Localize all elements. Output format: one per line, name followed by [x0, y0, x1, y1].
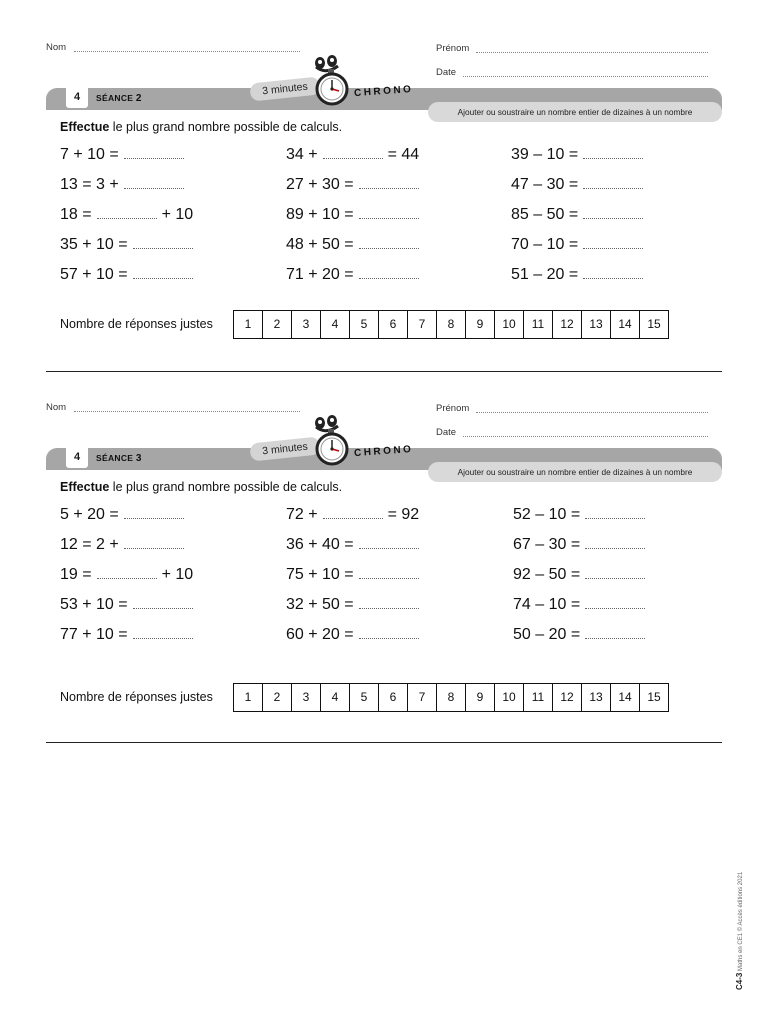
answer-blank[interactable]: [585, 506, 645, 519]
nom-field[interactable]: [74, 51, 300, 52]
calculation: 89 + 10 =: [286, 206, 419, 224]
calculations-grid: [0, 144, 768, 294]
calculation: 18 = + 10: [60, 206, 194, 223]
score-box[interactable]: 9: [465, 684, 494, 711]
footer-text: Maths en CE1 © Accès éditions 2021: [738, 871, 744, 971]
score-box[interactable]: 10: [494, 684, 523, 711]
objective-pill: Ajouter ou soustraire un nombre entier de dizaines à un nombre: [428, 102, 722, 122]
calcul-word: CALCUL: [369, 436, 402, 447]
answer-blank[interactable]: [359, 176, 419, 189]
answer-blank[interactable]: [323, 146, 383, 159]
nom-label: Nom: [46, 402, 67, 413]
instruction-text: le plus grand nombre possible de calculs.: [109, 480, 343, 494]
answer-blank[interactable]: [583, 266, 643, 279]
answer-blank[interactable]: [585, 536, 645, 549]
instruction-text: le plus grand nombre possible de calculs.: [109, 120, 343, 134]
calculation: 39 – 10 =: [511, 146, 643, 164]
answer-blank[interactable]: [585, 596, 645, 609]
score-box[interactable]: 12: [552, 311, 581, 338]
score-label: Nombre de réponses justes: [60, 317, 213, 331]
score-box[interactable]: 10: [494, 311, 523, 338]
prenom-field[interactable]: [476, 412, 708, 413]
score-label: Nombre de réponses justes: [60, 690, 213, 704]
calculation: 85 – 50 =: [511, 206, 643, 224]
date-label: Date: [436, 67, 457, 78]
seance-number: 3: [135, 453, 142, 464]
calculation: 13 = 3 +: [60, 176, 184, 194]
calculation: 72 + = 92: [286, 506, 420, 523]
calculation: 36 + 40 =: [286, 536, 419, 554]
score-box[interactable]: 3: [291, 684, 320, 711]
answer-blank[interactable]: [359, 566, 419, 579]
score-box[interactable]: 11: [523, 311, 552, 338]
answer-blank[interactable]: [359, 536, 419, 549]
calculation: 51 – 20 =: [511, 266, 643, 284]
answer-blank[interactable]: [585, 626, 645, 639]
instruction: [60, 120, 342, 134]
nom-field[interactable]: [74, 411, 300, 412]
calculation: 5 + 20 =: [60, 506, 184, 524]
answer-blank[interactable]: [583, 146, 643, 159]
score-box[interactable]: 7: [407, 311, 436, 338]
answer-blank[interactable]: [585, 566, 645, 579]
answer-blank[interactable]: [359, 236, 419, 249]
minutes-pill: 3 minutes: [249, 436, 320, 461]
answer-blank[interactable]: [97, 206, 157, 219]
score-box[interactable]: 8: [436, 311, 465, 338]
calculation: 50 – 20 =: [513, 626, 645, 644]
minutes-pill: 3 minutes: [249, 76, 320, 101]
prenom-label: Prénom: [436, 43, 470, 54]
calculation: 71 + 20 =: [286, 266, 419, 284]
date-field[interactable]: [463, 436, 708, 437]
answer-blank[interactable]: [359, 206, 419, 219]
score-boxes: [233, 683, 669, 712]
score-box[interactable]: 9: [465, 311, 494, 338]
calculation: 77 + 10 =: [60, 626, 193, 644]
calculation: 67 – 30 =: [513, 536, 645, 554]
answer-blank[interactable]: [583, 206, 643, 219]
seance-label: [96, 453, 142, 464]
score-box[interactable]: 4: [320, 311, 349, 338]
calculation: 70 – 10 =: [511, 236, 643, 254]
calculation: 48 + 50 =: [286, 236, 419, 254]
date-label: Date: [436, 427, 457, 438]
answer-blank[interactable]: [124, 146, 184, 159]
worksheet-seance-2: [0, 0, 768, 370]
answer-blank[interactable]: [124, 506, 184, 519]
seance-word: SÉANCE: [96, 453, 134, 463]
score-box[interactable]: 7: [407, 684, 436, 711]
calculation: 19 = + 10: [60, 566, 194, 583]
instruction-verb: Effectue: [60, 120, 110, 134]
answer-blank[interactable]: [359, 266, 419, 279]
answer-blank[interactable]: [583, 236, 643, 249]
answer-blank[interactable]: [133, 596, 193, 609]
seance-label: [96, 93, 142, 104]
answer-blank[interactable]: [124, 536, 184, 549]
instruction-verb: Effectue: [60, 480, 110, 494]
score-box[interactable]: 6: [378, 684, 407, 711]
score-box[interactable]: 8: [436, 684, 465, 711]
score-box[interactable]: 15: [639, 684, 668, 711]
answer-blank[interactable]: [323, 506, 383, 519]
score-box[interactable]: 2: [262, 684, 291, 711]
calculation: 27 + 30 =: [286, 176, 419, 194]
score-box[interactable]: 1: [244, 317, 252, 331]
calculation: 34 + = 44: [286, 146, 420, 163]
score-box[interactable]: 13: [581, 684, 610, 711]
score-box[interactable]: 13: [581, 311, 610, 338]
score-box[interactable]: 1: [244, 690, 252, 704]
calculation: 12 = 2 +: [60, 536, 184, 554]
calculation: 92 – 50 =: [513, 566, 645, 584]
calculation: 53 + 10 =: [60, 596, 193, 614]
answer-blank[interactable]: [133, 266, 193, 279]
answer-blank[interactable]: [133, 236, 193, 249]
score-box[interactable]: 4: [320, 684, 349, 711]
score-box[interactable]: 14: [610, 311, 639, 338]
seance-word: SÉANCE: [96, 93, 134, 103]
score-box[interactable]: 5: [349, 311, 378, 338]
calcul-word: CALCUL: [369, 76, 402, 87]
calculation: 52 – 10 =: [513, 506, 645, 524]
worksheet-seance-3: [0, 360, 768, 730]
separator-line: [46, 742, 722, 743]
objective-pill: Ajouter ou soustraire un nombre entier de dizaines à un nombre: [428, 462, 722, 482]
unit-badge: 4: [66, 448, 88, 468]
score-boxes: [233, 310, 669, 339]
calculation: 60 + 20 =: [286, 626, 419, 644]
calculation: 75 + 10 =: [286, 566, 419, 584]
score-box[interactable]: 12: [552, 684, 581, 711]
calculation: 47 – 30 =: [511, 176, 643, 194]
unit-badge: 4: [66, 88, 88, 108]
answer-blank[interactable]: [583, 176, 643, 189]
score-box[interactable]: 11: [523, 684, 552, 711]
answer-blank[interactable]: [97, 566, 157, 579]
calculations-grid: [0, 504, 768, 654]
answer-blank[interactable]: [359, 626, 419, 639]
calculation: 32 + 50 =: [286, 596, 419, 614]
footer-credit: [735, 872, 744, 990]
nom-label: Nom: [46, 42, 67, 53]
score-box[interactable]: 14: [610, 684, 639, 711]
score-box[interactable]: 15: [639, 311, 668, 338]
score-box[interactable]: 6: [378, 311, 407, 338]
score-box[interactable]: 5: [349, 684, 378, 711]
score-box[interactable]: 3: [291, 311, 320, 338]
answer-blank[interactable]: [124, 176, 184, 189]
calculation: 7 + 10 =: [60, 146, 184, 164]
stopwatch-mascot-icon: [306, 53, 358, 107]
footer-code: C4-3: [735, 972, 744, 990]
score-box[interactable]: 2: [262, 311, 291, 338]
chrono-word: CHRONO: [353, 83, 414, 100]
prenom-label: Prénom: [436, 403, 470, 414]
answer-blank[interactable]: [133, 626, 193, 639]
prenom-field[interactable]: [476, 52, 708, 53]
calculation: 57 + 10 =: [60, 266, 193, 284]
stopwatch-mascot-icon: [306, 413, 358, 467]
answer-blank[interactable]: [359, 596, 419, 609]
date-field[interactable]: [463, 76, 708, 77]
calculation: 74 – 10 =: [513, 596, 645, 614]
instruction: [60, 480, 342, 494]
chrono-word: CHRONO: [353, 443, 414, 460]
calculation: 35 + 10 =: [60, 236, 193, 254]
seance-number: 2: [135, 93, 142, 104]
